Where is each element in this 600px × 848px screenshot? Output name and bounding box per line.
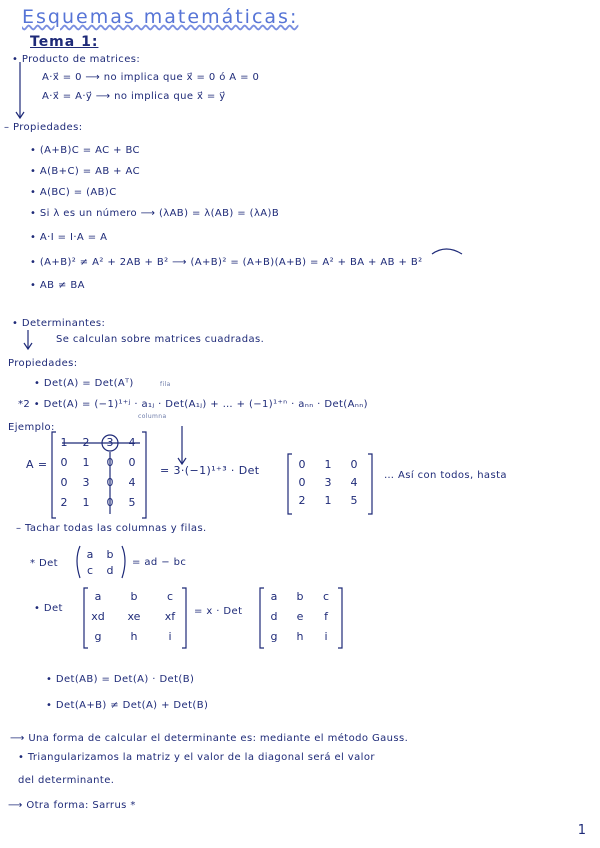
triangular-note: • Triangularizamos la matriz y el valor de la diagonal será el valor <box>18 752 375 763</box>
det-prop-prod: • Det(AB) = Det(A) · Det(B) <box>46 674 195 685</box>
matrix-cell: xf <box>164 610 176 623</box>
matrix-cell: a <box>270 590 278 603</box>
producto-heading: • Producto de matrices: <box>12 54 141 65</box>
matrix-cell: d <box>270 610 278 623</box>
bracket-left <box>77 546 80 578</box>
propiedades-heading: – Propiedades: <box>4 122 83 133</box>
matrix-cell: 1 <box>82 456 90 469</box>
matrix-cell: c <box>166 590 174 603</box>
matrix-cell: 5 <box>128 496 136 509</box>
propiedad-7: • AB ≠ BA <box>30 280 85 291</box>
matrix-cell: 1 <box>324 458 332 471</box>
det-prop-sum: • Det(A+B) ≠ Det(A) + Det(B) <box>46 700 209 711</box>
columna-note: columna <box>138 413 167 420</box>
matrix-cell: a <box>86 548 94 561</box>
matrix-cell: 2 <box>298 494 306 507</box>
producto-line-2: A·x⃗ = A·y⃗ ⟶ no implica que x⃗ = y⃗ <box>42 91 226 102</box>
matrix-a-label: A = <box>26 458 48 471</box>
matrix-cell: 2 <box>60 496 68 509</box>
matrix-cell: i <box>324 630 328 643</box>
det-prop-1: • Det(A) = Det(Aᵀ) <box>34 378 134 389</box>
det2-result: = ad − bc <box>132 557 187 568</box>
matrix-cell: 0 <box>298 476 306 489</box>
matrix-cell: 1 <box>82 496 90 509</box>
matrix-cell: 4 <box>128 436 136 449</box>
matrix-cell: 0 <box>350 458 358 471</box>
bracket-right <box>368 454 372 514</box>
determinantes-prop-heading: Propiedades: <box>8 358 78 369</box>
matrix-cell: h <box>130 630 138 643</box>
matrix-cell: h <box>296 630 304 643</box>
ejemplo-label: Ejemplo: <box>8 422 55 433</box>
gauss-note: ⟶ Una forma de calcular el determinante es: mediante el método Gauss. <box>10 733 409 744</box>
matrix-cell: 2 <box>82 436 90 449</box>
matrix-cell: 0 <box>60 476 68 489</box>
matrix-cell: 3 <box>82 476 90 489</box>
overline <box>432 249 462 254</box>
propiedad-3: • A(BC) = (AB)C <box>30 187 117 198</box>
matrix-cell: f <box>324 610 328 623</box>
matrix-cell: xe <box>127 610 141 623</box>
propiedad-2: • A(B+C) = AB + AC <box>30 166 140 177</box>
matrix-cell: a <box>94 590 102 603</box>
bracket-left <box>260 588 264 648</box>
bracket-left <box>288 454 292 514</box>
matrix-cell: 4 <box>128 476 136 489</box>
matrix-cell: d <box>106 564 114 577</box>
bracket-right <box>182 588 186 648</box>
det3-mid: = x · Det <box>194 606 243 617</box>
bracket-left <box>84 588 88 648</box>
matrix-cell: 0 <box>298 458 306 471</box>
matrix-cell: 0 <box>106 496 114 509</box>
ejemplo-note: … Así con todos, hasta <box>384 470 507 481</box>
bracket-right <box>142 432 146 518</box>
matrix-cell: 5 <box>350 494 358 507</box>
bracket-right <box>122 546 125 578</box>
propiedad-6: • (A+B)² ≠ A² + 2AB + B² ⟶ (A+B)² = (A+B)(A+B) = A² + BA + AB + B² <box>30 257 423 268</box>
producto-line-1: A·x⃗ = 0 ⟶ no implica que x⃗ = 0 ó A = 0 <box>42 72 260 83</box>
page-title: Esquemas matemáticas: <box>22 6 299 28</box>
matrix-cell: g <box>94 630 102 643</box>
matrix-cell: b <box>130 590 138 603</box>
triangular-note-2: del determinante. <box>18 775 115 786</box>
det3-label: • Det <box>34 603 63 614</box>
bracket-left <box>52 432 56 518</box>
matrix-cell: 0 <box>106 456 114 469</box>
matrix-cell: 1 <box>324 494 332 507</box>
matrix-cell: e <box>296 610 304 623</box>
det-prop-2: *2 • Det(A) = (−1)¹⁺ʲ · a₁ⱼ · Det(A₁ⱼ) + … + (−1)¹⁺ⁿ · aₙₙ · Det(Aₙₙ) <box>18 399 368 410</box>
matrix-cell: xd <box>91 610 105 623</box>
matrix-cell: 3 <box>324 476 332 489</box>
matrix-cell: c <box>86 564 94 577</box>
matrix-cell: 1 <box>60 436 68 449</box>
bracket-right <box>338 588 342 648</box>
matrix-cell: 4 <box>350 476 358 489</box>
propiedad-5: • A·I = I·A = A <box>30 232 108 243</box>
section-title: Tema 1: <box>30 34 99 50</box>
matrix-cell: c <box>322 590 330 603</box>
fila-note: fila <box>160 381 171 388</box>
propiedad-4: • Si λ es un número ⟶ (λAB) = λ(AB) = (λA)B <box>30 208 280 219</box>
page-number: 1 <box>577 823 586 838</box>
ejemplo-result: = 3·(−1)¹⁺³ · Det <box>160 464 260 477</box>
matrix-cell: 3 <box>106 436 114 449</box>
matrix-cell: g <box>270 630 278 643</box>
sarrus-note: ⟶ Otra forma: Sarrus * <box>8 800 136 811</box>
det2-label: * Det <box>30 558 58 569</box>
propiedad-1: • (A+B)C = AC + BC <box>30 145 140 156</box>
tachar-note: – Tachar todas las columnas y filas. <box>16 523 207 534</box>
matrix-cell: 0 <box>60 456 68 469</box>
matrix-cell: b <box>106 548 114 561</box>
matrix-cell: b <box>296 590 304 603</box>
determinantes-heading: • Determinantes: <box>12 318 106 329</box>
determinantes-sub: Se calculan sobre matrices cuadradas. <box>56 334 265 345</box>
matrix-cell: 0 <box>128 456 136 469</box>
matrix-cell: i <box>168 630 172 643</box>
matrix-cell: 0 <box>106 476 114 489</box>
